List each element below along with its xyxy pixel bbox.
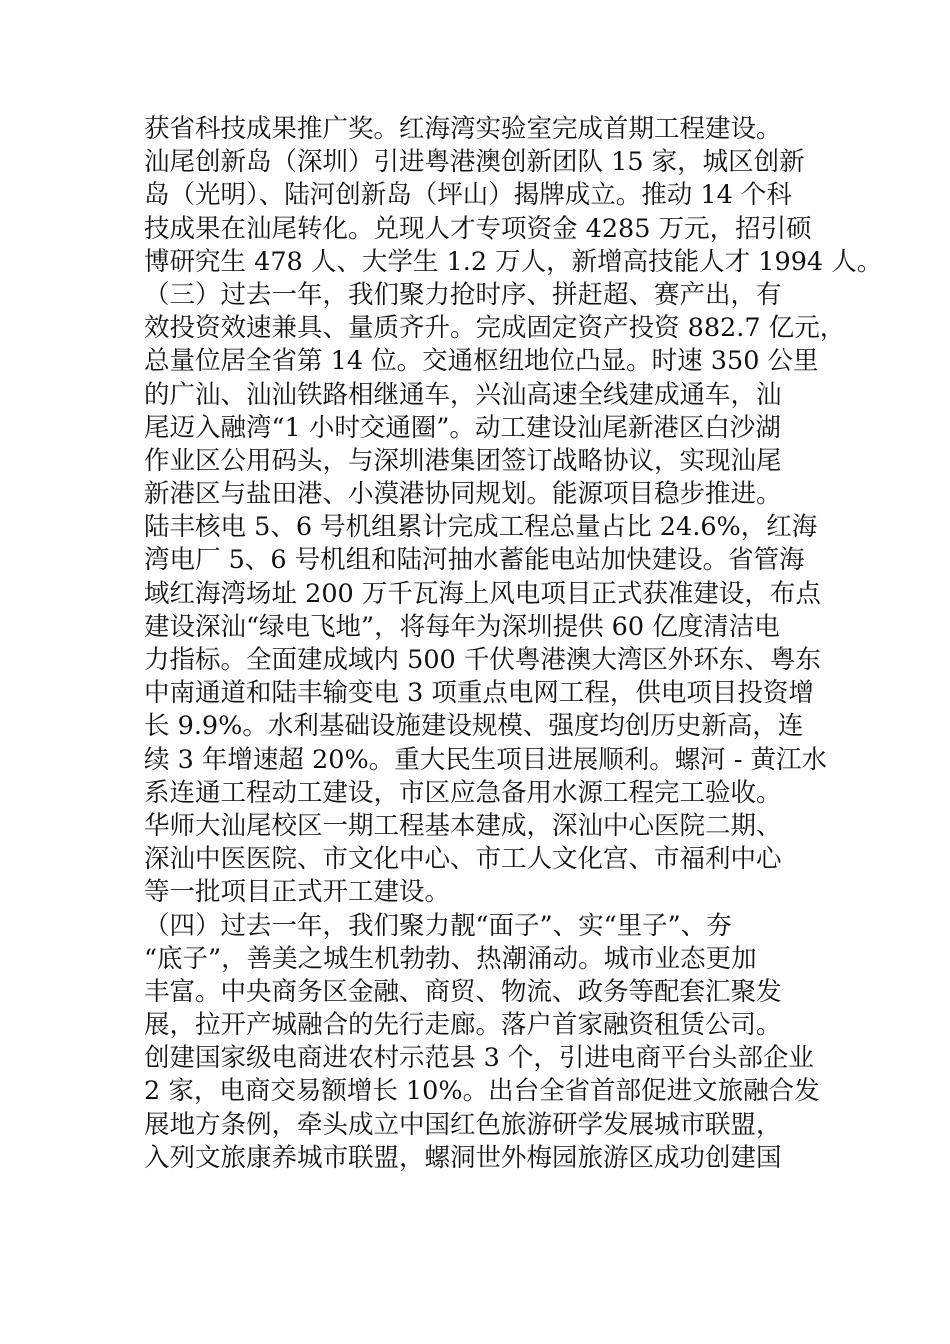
- text-line: 的广汕、汕汕铁路相继通车，兴汕高速全线建成通车，汕: [144, 379, 782, 410]
- text-line: 域红海湾场址 200 万千瓦海上风电项目正式获准建设，布点: [144, 578, 821, 609]
- text-line: 总量位居全省第 14 位。交通枢纽地位凸显。时速 350 公里: [144, 346, 819, 377]
- text-line: 湾电厂 5、6 号机组和陆河抽水蓄能电站加快建设。省管海: [144, 545, 805, 576]
- text-line: 等一批项目正式开工建设。: [144, 877, 451, 908]
- paragraph-start-line: （三）过去一年，我们聚力抢时序、拼赶超、赛产出，有: [144, 279, 782, 310]
- paragraph-start-line: （四）过去一年，我们聚力靓“面子”、实“里子”、夯: [144, 910, 732, 941]
- text-line: 作业区公用码头，与深圳港集团签订战略协议，实现汕尾: [144, 445, 782, 476]
- text-line: 长 9.9%。水利基础设施建设规模、强度均创历史新高，连: [144, 711, 804, 742]
- text-line: 技成果在汕尾转化。兑现人才专项资金 4285 万元，招引硕: [144, 213, 812, 244]
- text-line: 展地方条例，牵头成立中国红色旅游研学发展城市联盟，: [144, 1109, 782, 1140]
- text-line: 尾迈入融湾“1 小时交通圈”。动工建设汕尾新港区白沙湖: [144, 412, 781, 443]
- text-line: 获省科技成果推广奖。红海湾实验室完成首期工程建设。: [144, 114, 782, 144]
- text-line: 中南通道和陆丰输变电 3 项重点电网工程，供电项目投资增: [144, 678, 814, 709]
- text-line: 博研究生 478 人、大学生 1.2 万人，新增高技能人才 1994 人。: [144, 246, 883, 277]
- text-line: 效投资效速兼具、量质齐升。完成固定资产投资 882.7 亿元，: [144, 313, 846, 344]
- text-line: 续 3 年增速超 20%。重大民生项目进展顺利。螺河 - 黄江水: [144, 744, 828, 775]
- text-line: 丰富。中央商务区金融、商贸、物流、政务等配套汇聚发: [144, 976, 782, 1007]
- text-line: 汕尾创新岛（深圳）引进粤港澳创新团队 15 家，城区创新: [144, 147, 805, 178]
- text-line: 展，拉开产城融合的先行走廊。落户首家融资租赁公司。: [144, 1010, 782, 1041]
- text-line: 系连通工程动工建设，市区应急备用水源工程完工验收。: [144, 777, 782, 808]
- text-line: 建设深汕“绿电飞地”，将每年为深圳提供 60 亿度清洁电: [144, 611, 780, 642]
- text-line: 2 家，电商交易额增长 10%。出台全省首部促进文旅融合发: [144, 1076, 820, 1107]
- text-line: 创建国家级电商进农村示范县 3 个，引进电商平台头部企业: [144, 1043, 814, 1074]
- text-line: 新港区与盐田港、小漠港协同规划。能源项目稳步推进。: [144, 479, 782, 510]
- text-line: “底子”，善美之城生机勃勃、热潮涌动。城市业态更加: [144, 943, 757, 974]
- text-line: 深汕中医医院、市文化中心、市工人文化宫、市福利中心: [144, 844, 782, 875]
- text-line: 华师大汕尾校区一期工程基本建成，深汕中心医院二期、: [144, 810, 782, 841]
- text-line: 力指标。全面建成域内 500 千伏粤港澳大湾区外环东、粤东: [144, 645, 821, 675]
- text-line: 入列文旅康养城市联盟，螺洞世外梅园旅游区成功创建国: [144, 1142, 782, 1173]
- text-line: 岛（光明）、陆河创新岛（坪山）揭牌成立。推动 14 个科: [144, 180, 792, 211]
- body-text: [144, 113, 883, 1175]
- text-line: 陆丰核电 5、6 号机组累计完成工程总量占比 24.6%，红海: [144, 512, 818, 543]
